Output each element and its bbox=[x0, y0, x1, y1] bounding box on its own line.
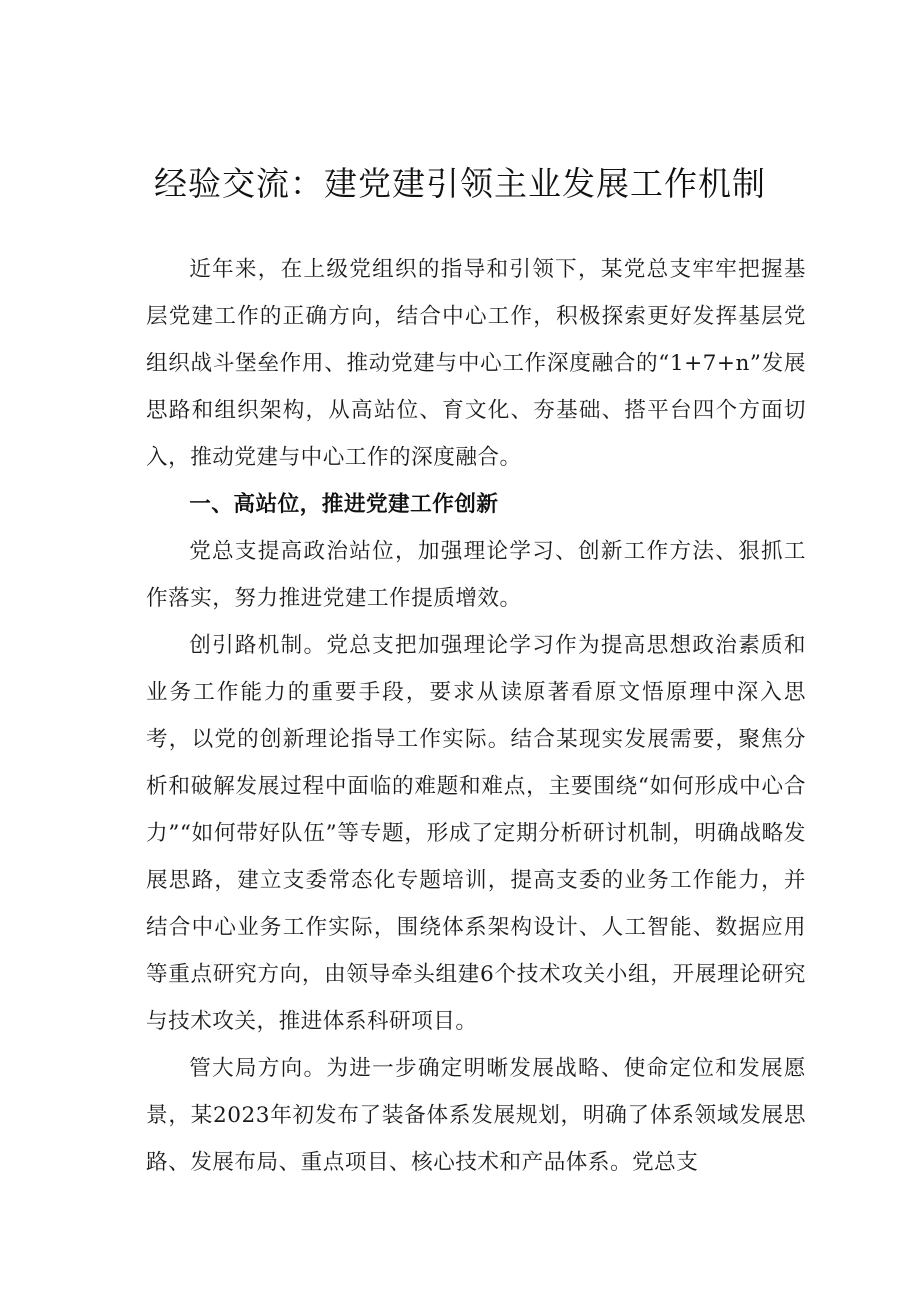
document-title: 经验交流：建党建引领主业发展工作机制 bbox=[154, 164, 766, 203]
section-paragraph: 管大局方向。为进一步确定明晰发展战略、使命定位和发展愿景，某2023年初发布了装备体系发展规划，明确了体系领域发展思路、发展布局、重点项目、核心技术和产品体系。党总支 bbox=[146, 1056, 806, 1175]
section-heading: 一、高站位，推进党建工作创新 bbox=[189, 492, 499, 517]
section-paragraph: 创引路机制。党总支把加强理论学习作为提高思想政治素质和业务工作能力的重要手段，要求从读原著看原文悟原理中深入思考，以党的创新理论指导工作实际。结合某现实发展需要，聚焦分析和破解发展过程中面临的难题和难点，主要围绕“如何形成中心合力”“如何带好队伍”等专题，形成了定期分析研讨机制，明确战略发展思路，建立支委常态化专题培训，提高支委的业务工作能力，并结合中心业务工作实际，围绕体系架构设计、人工智能、数据应用等重点研究方向，由领导牵头组建6个技术攻关小组，开展理论研究与技术攻关，推进体系科研项目。 bbox=[146, 633, 806, 1034]
section-paragraph: 党总支提高政治站位，加强理论学习、创新工作方法、狠抓工作落实，努力推进党建工作提质增效。 bbox=[146, 539, 806, 611]
intro-paragraph: 近年来，在上级党组织的指导和引领下，某党总支牢牢把握基层党建工作的正确方向，结合中心工作，积极探索更好发挥基层党组织战斗堡垒作用、推动党建与中心工作深度融合的“1+7+n”发展思路和组织架构，从高站位、育文化、夯基础、搭平台四个方面切入，推动党建与中心工作的深度融合。 bbox=[146, 257, 806, 470]
document-body bbox=[146, 246, 806, 1186]
